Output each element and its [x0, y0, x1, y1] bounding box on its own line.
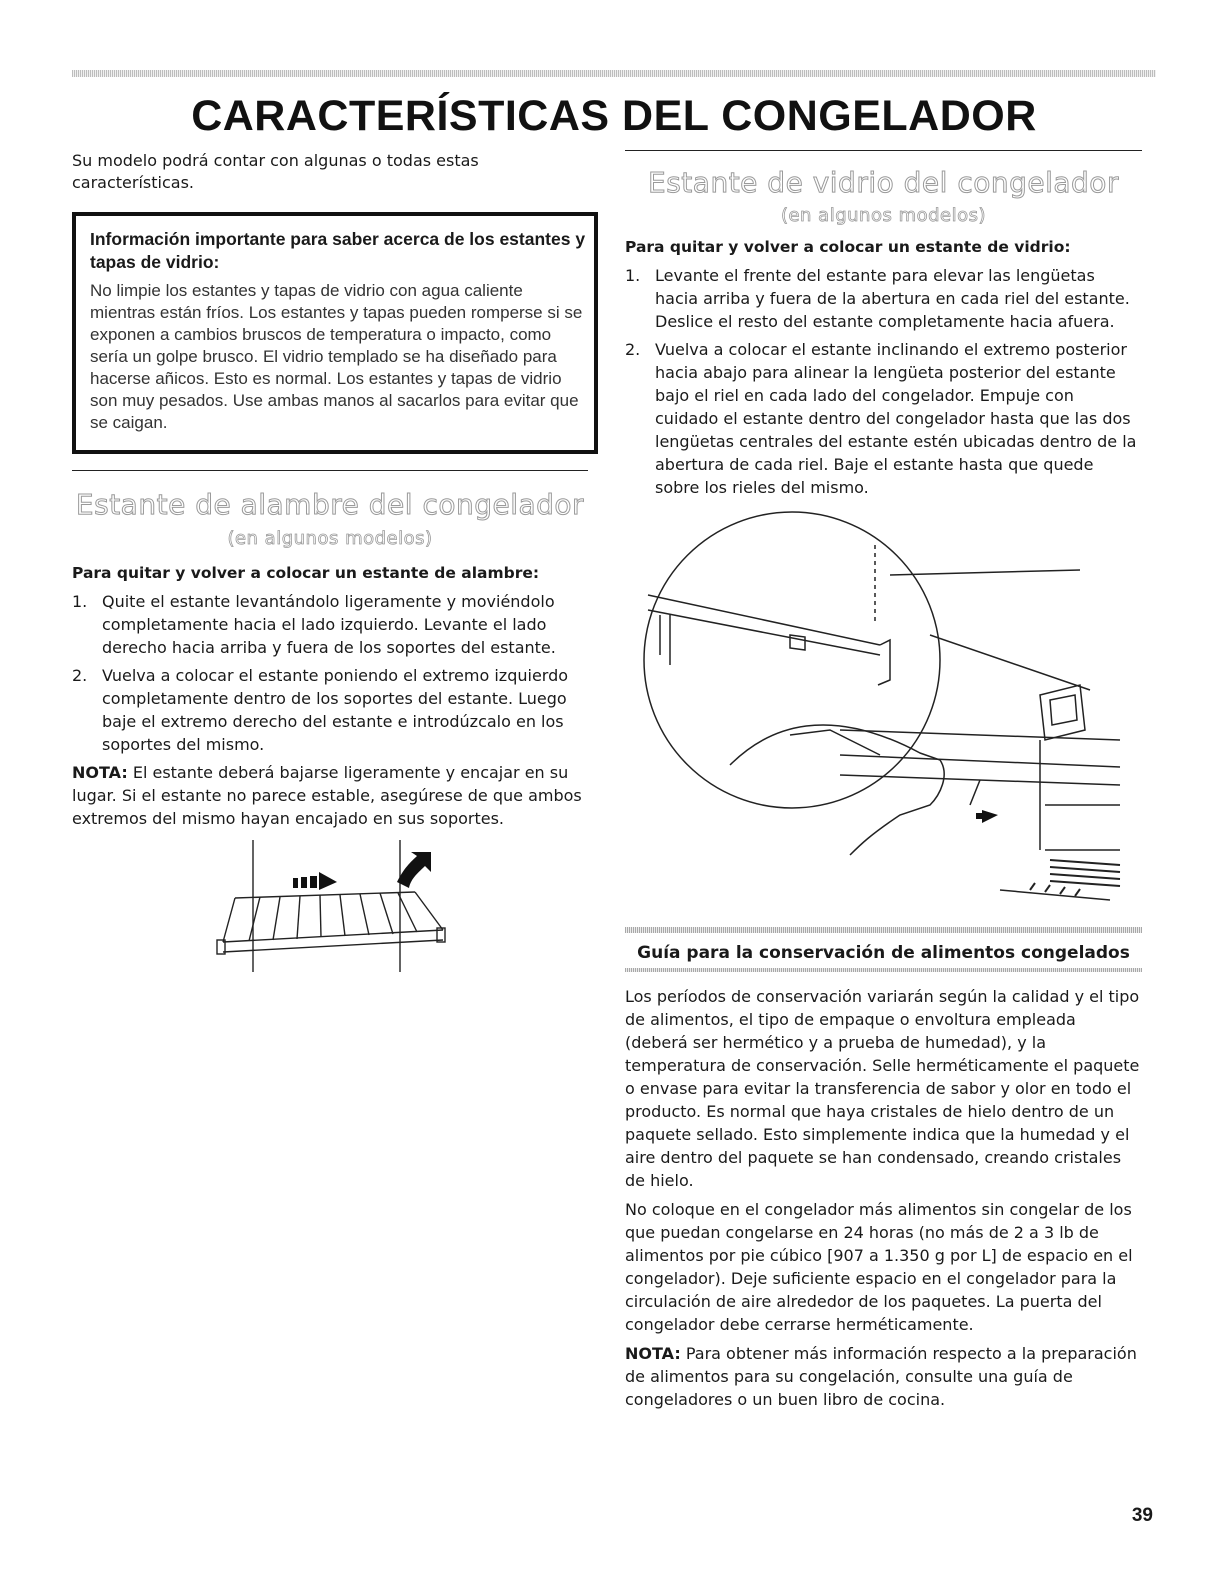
list-item: 1. Levante el frente del estante para elevar las lengüetas hacia arriba y fuera de la abertura en cada riel del estante. Deslice el resto del estante completamente hacia afuera. [625, 266, 1130, 331]
wire-shelf-heading: Para quitar y volver a colocar un estante de alambre: [72, 564, 540, 582]
glass-shelf-illustration [640, 505, 1130, 915]
glass-section-rule [625, 150, 1142, 151]
wire-shelf-instructions [72, 562, 588, 836]
glass-shelf-title: Estante de vidrio del congelador [648, 166, 1119, 199]
guide-title: Guía para la conservación de alimentos congelados [637, 943, 1130, 963]
guide-note: NOTA: Para obtener más información respecto a la preparación de alimentos para su congelación, consulte una guía de congeladores o un buen libro de cocina. [625, 1344, 1137, 1409]
warning-title: Información importante para saber acerca de los estantes y tapas de vidrio: [90, 229, 586, 272]
list-item: 2. Vuelva a colocar el estante poniendo el extremo izquierdo completamente dentro de los soportes del estante. Luego baje el extremo derecho del estante e introdúzcalo en los soportes del mismo. [72, 666, 569, 754]
glass-shelf-steps [625, 264, 1142, 499]
glass-shelf-instructions [625, 236, 1142, 504]
wire-shelf-title: Estante de alambre del congelador [75, 488, 585, 521]
list-item: 1. Quite el estante levantándolo ligeramente y moviéndolo completamente hacia el lado izquierdo. Levante el lado derecho hacia arriba y fuera de los soportes del estante. [72, 592, 556, 657]
page-title: CARACTERÍSTICAS DEL CONGELADOR [191, 92, 1037, 140]
glass-warning-box [72, 212, 598, 454]
intro-text: Su modelo podrá contar con algunas o todas estas características. [72, 151, 479, 192]
guide-paragraph-2: No coloque en el congelador más alimentos sin congelar de los que puedan congelarse en 24 horas (no más de 2 a 3 lb de alimentos por pie cúbico [907 a 1.350 g por L] de espacio en el congelador). Deje suficiente espacio en el congelador para la circulación de aire alrededor de los paquetes. La puerta del congelador debe cerrarse herméticamente. [625, 1200, 1133, 1334]
guide-paragraph-1: Los períodos de conservación variarán según la calidad y el tipo de alimentos, el tipo de empaque o envoltura empleada (deberá ser hermético y a prueba de humedad), y la temperatura de conservación. Selle herméticamente el paquete o envase para evitar la transferencia de sabor y olor en todo el producto. Es normal que haya cristales de hielo dentro de un paquete sellado. Esto simplemente indica que la humedad y el aire dentro del paquete se han condensado, creando cristales de hielo. [625, 987, 1140, 1190]
warning-text: No limpie los estantes y tapas de vidrio con agua caliente mientras están fríos. Los estantes y tapas pueden romperse si se exponen a cambios bruscos de temperatura o impacto, como sería un golpe brusco. El vidrio templado se ha diseñado para hacerse añicos. Esto es normal. Los estantes y tapas de vidrio son muy pesados. Use ambas manos al sacarlos para evitar que se caigan. [90, 281, 583, 432]
glass-shelf-subtitle: (en algunos modelos) [780, 205, 987, 226]
guide-rule-bottom [625, 968, 1142, 972]
list-item: 2. Vuelva a colocar el estante inclinando el extremo posterior hacia abajo para alinear la lengüeta posterior del estante bajo el riel en cada lado del congelador. Empuje con cuidado el estante dentro del congelador hasta que las dos lengüetas centrales del estante estén ubicadas dentro de la abertura de cada riel. Baje el estante hasta que quede sobre los rieles del mismo. [625, 340, 1137, 497]
wire-section-rule [72, 470, 588, 471]
wire-shelf-steps [72, 590, 588, 756]
wire-shelf-illustration [205, 830, 465, 980]
guide-body [625, 985, 1142, 1417]
wire-shelf-subtitle: (en algunos modelos) [227, 528, 433, 549]
guide-rule-top [625, 927, 1142, 933]
glass-shelf-heading: Para quitar y volver a colocar un estante de vidrio: [625, 238, 1071, 256]
top-rule [72, 70, 1156, 77]
page-number: 39 [1131, 1505, 1153, 1526]
wire-shelf-note: NOTA: El estante deberá bajarse ligeramente y encajar en su lugar. Si el estante no parece estable, asegúrese de que ambos extremos del mismo hayan encajado en sus soportes. [72, 763, 582, 828]
